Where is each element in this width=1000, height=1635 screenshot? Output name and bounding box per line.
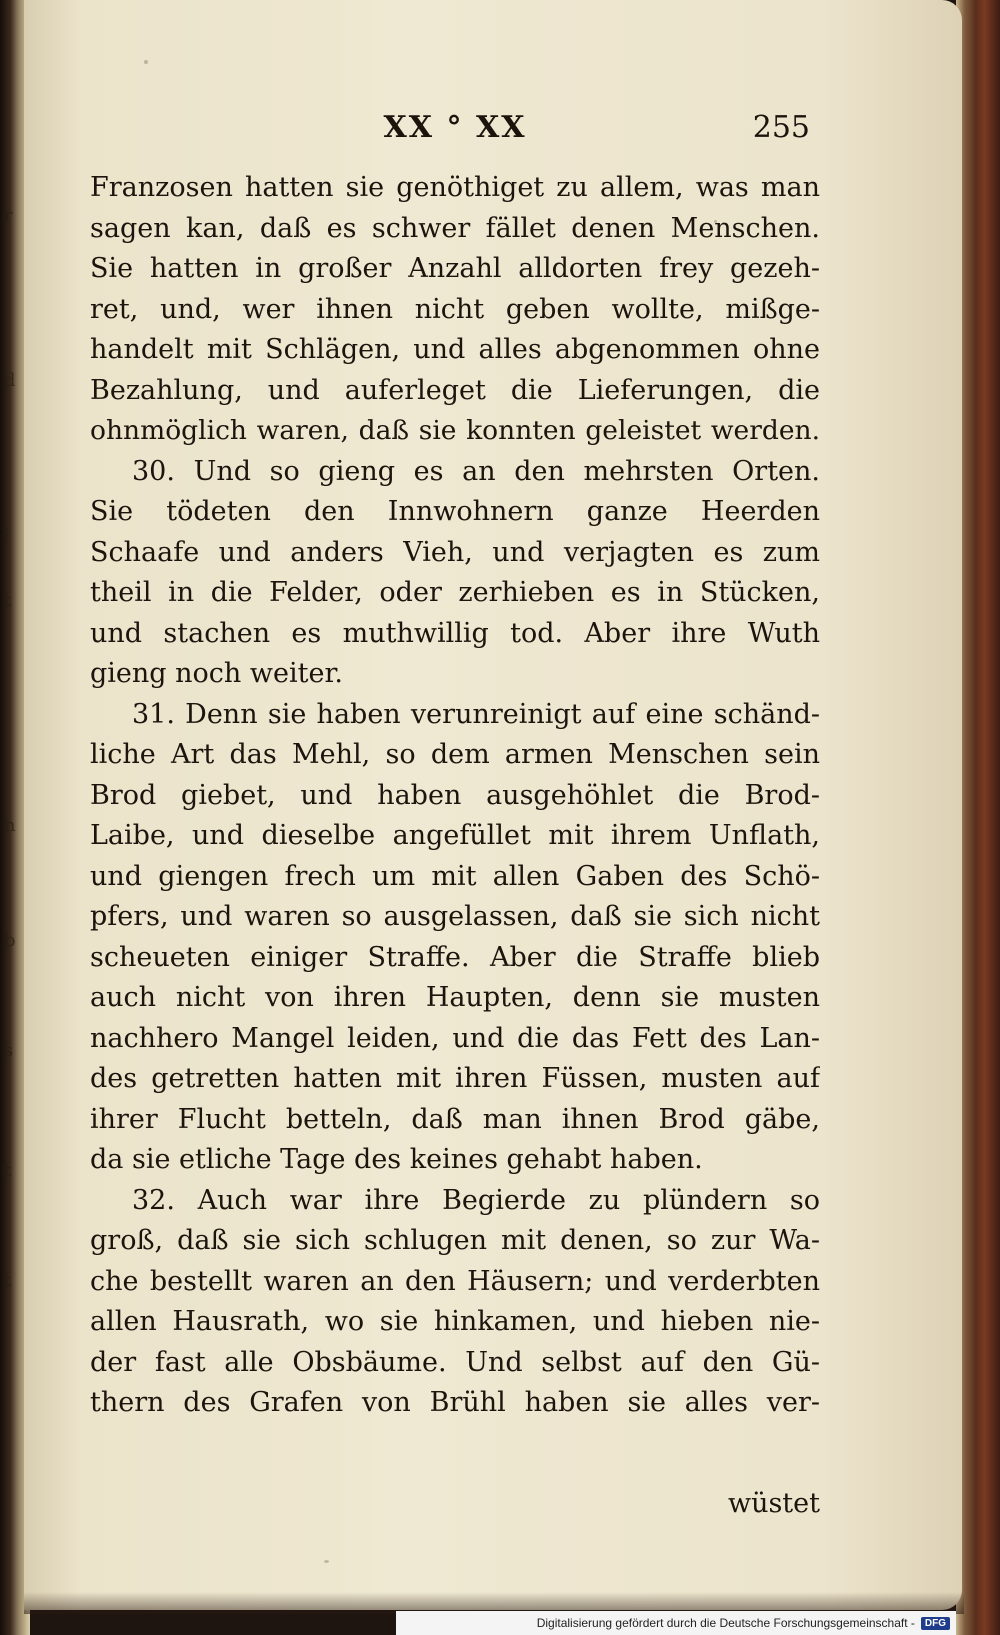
text-line: des getretten hatten mit ihren Füssen, musten auf [90, 1063, 820, 1094]
paragraph-30-start: 30. Und so gieng es an den mehrsten Orten. [132, 455, 820, 487]
text-line: sagen kan, daß es schwer fället denen Menschen. [90, 212, 820, 244]
digitization-credit-bar [396, 1611, 956, 1635]
paragraph-31-start: 31. Denn sie haben verunreinigt auf eine schänd- [132, 698, 820, 730]
text-line: Laibe, und dieselbe angefüllet mit ihrem Unflath, [90, 820, 820, 851]
dfg-logo: DFG [921, 1617, 950, 1630]
text-line: und stachen es muthwillig tod. Aber ihre Wuth [90, 617, 820, 649]
text-line: der fast alle Obsbäume. Und selbst auf den Gü- [90, 1346, 820, 1378]
body-text [90, 168, 820, 1424]
facing-page-mark: n [4, 815, 16, 836]
facing-page-mark: r [4, 205, 13, 226]
text-line: da sie etliche Tage des keines gehabt haben. [90, 1144, 703, 1175]
paper-speck [144, 60, 148, 64]
facing-page-mark: t [4, 1160, 12, 1181]
text-line: Bezahlung, und auferleget die Lieferungen, die [90, 374, 820, 406]
paragraph-32-start: 32. Auch war ihre Begierde zu plündern so [132, 1184, 820, 1216]
text-line: theil in die Felder, oder zerhieben es in Stücken, [90, 577, 820, 608]
text-line: pfers, und waren so ausgelassen, daß sie sich nicht [90, 901, 820, 932]
text-line: Franzosen hatten sie genöthiget zu allem, was man [90, 172, 820, 203]
text-line: gieng noch weiter. [90, 658, 343, 689]
text-line: Sie tödeten den Innwohnern ganze Heerden [90, 496, 820, 527]
text-line: auch nicht von ihren Haupten, denn sie musten [90, 982, 820, 1013]
book-cover-edge [956, 0, 1000, 1635]
text-line: nachhero Mangel leiden, und die das Fett des Lan- [90, 1022, 820, 1054]
facing-page-mark: t [4, 1270, 12, 1291]
text-line: liche Art das Mehl, so dem armen Menschen sein [90, 739, 820, 770]
facing-page-mark: ; [4, 520, 11, 541]
running-header-ornament: XX ° XX [383, 110, 527, 145]
text-line: thern des Grafen von Brühl haben sie alles ver- [90, 1387, 820, 1418]
text-line: handelt mit Schlägen, und alles abgenommen ohne [90, 334, 820, 365]
text-line: Sie hatten in großer Anzahl alldorten frey gezeh- [90, 253, 820, 284]
text-line: Schaafe und anders Vieh, und verjagten es zum [90, 536, 820, 568]
facing-page-mark: b [4, 930, 16, 951]
text-line: ohnmöglich waren, daß sie konnten geleistet werden. [90, 415, 820, 446]
facing-page-mark: t [4, 590, 12, 611]
catchword: wüstet [727, 1488, 820, 1519]
text-line: ihrer Flucht betteln, daß man ihnen Brod gäbe, [90, 1103, 820, 1135]
facing-page-mark: s [4, 1040, 14, 1061]
paper-speck [324, 1560, 329, 1563]
text-line: che bestellt waren an den Häusern; und verderbten [90, 1265, 820, 1297]
text-line: und giengen frech um mit allen Gaben des Schö- [90, 860, 820, 892]
text-line: scheueten einiger Straffe. Aber die Straffe blieb [90, 941, 820, 973]
facing-page-mark: d [4, 370, 16, 391]
text-line: ret, und, wer ihnen nicht geben wollte, mißge- [90, 293, 820, 325]
text-line: groß, daß sie sich schlugen mit denen, so zur Wa- [90, 1225, 820, 1256]
text-line: allen Hausrath, wo sie hinkamen, und hieben nie- [90, 1306, 820, 1337]
text-line: Brod giebet, und haben ausgehöhlet die Brod- [90, 779, 820, 811]
digitization-credit: Digitalisierung gefördert durch die Deutsche Forschungsgemeinschaft - [536, 1616, 915, 1630]
page-number: 255 [752, 110, 810, 145]
